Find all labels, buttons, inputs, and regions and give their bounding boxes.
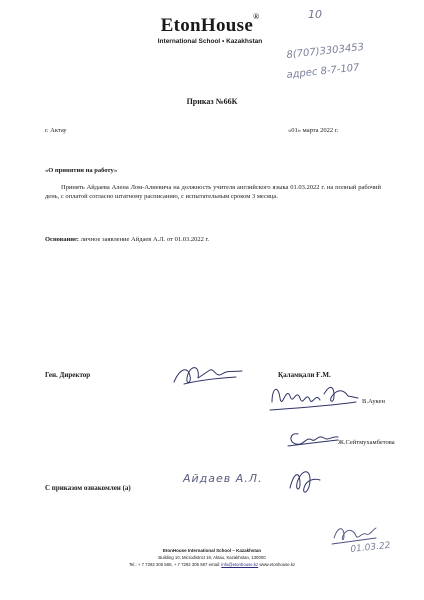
footer-website[interactable]: www.etonhouse.kz	[259, 562, 296, 567]
basis-label: Основание:	[45, 236, 80, 243]
handwritten-bottom-date: 01.03.22	[350, 540, 391, 555]
logo-title: EtonHouse®	[160, 12, 260, 36]
director-name: Қаламқали Ғ.М.	[278, 371, 331, 379]
acquainted-signature	[284, 466, 324, 496]
footer-email-link[interactable]: info@etonhouse.kz	[221, 562, 259, 567]
signer-seitmukhambetova-name: Ж.Сейтмухамбетова	[338, 439, 395, 446]
order-city: г. Актау	[45, 127, 67, 134]
order-date: «01» марта 2022 г.	[288, 127, 339, 134]
footer-phones: Tel.: + 7 7292 305 585, + 7 7292 305 587 email:	[128, 562, 221, 567]
director-label: Ген. Директор	[45, 371, 91, 379]
handwritten-acquainted-name: Айдаев А.Л.	[183, 472, 263, 485]
order-title: Приказ №66К	[186, 97, 238, 106]
director-signature	[170, 362, 250, 390]
aukeh-signature	[268, 380, 363, 416]
signer-aukeh-name: В.Аукен	[362, 398, 385, 405]
footer-address: Building 10, Microdistrict 19, Aktau, Kazakhstan, 130000	[158, 555, 266, 560]
footer-contacts	[0, 562, 424, 567]
handwritten-page-number: 10	[308, 8, 322, 21]
handwritten-phone-note: 8(707)3303453	[286, 41, 365, 61]
order-basis	[45, 236, 209, 243]
footer-school-name: EtonHouse International School – Kazakhstan	[162, 548, 262, 553]
handwritten-address-note: адрес 8-7-107	[286, 62, 360, 81]
acquainted-label: С приказом ознакомлен (а)	[45, 484, 131, 492]
logo-subtitle: International School • Kazakhstan	[157, 38, 263, 45]
registered-mark: ®	[253, 12, 260, 21]
basis-text: личное заявление Айдаев А.Л. от 01.03.2022 г.	[80, 236, 210, 243]
order-subject: «О принятии на работу»	[45, 167, 118, 174]
seitmukhambetova-signature	[284, 428, 342, 450]
order-body: Принять Айдаева Алена Лом-Алиевича на должность учителя английского языка 01.03.2022 г. на полный рабочий день, с оплатой согласно штатному расписанию, с испытательным сроком 3 месяца.	[45, 184, 381, 201]
